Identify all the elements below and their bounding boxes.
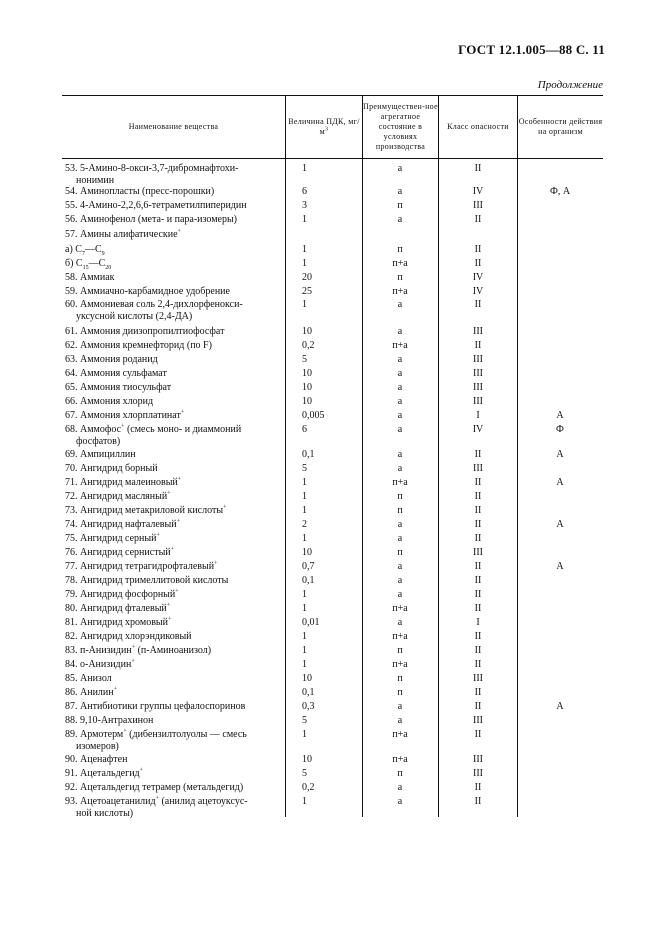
pdk-value: 25	[302, 286, 312, 297]
aggregate-state: п+а	[392, 659, 408, 670]
hazard-class: II	[474, 519, 482, 530]
superscript-mark: +	[223, 504, 227, 511]
substance-name-line: 88. 9,10-Антрахинон	[65, 715, 154, 726]
substance-name	[65, 463, 281, 475]
subscript: 7	[81, 251, 85, 257]
substance-name	[65, 449, 281, 461]
superscript-mark: +	[156, 532, 160, 539]
hazard-class: III	[473, 326, 483, 337]
pdk-value: 10	[302, 326, 312, 337]
substance-name-line: 83. п-Анизидин+ (п-Аминоанизол)	[65, 644, 212, 656]
substance-name-line: 76. Ангидрид сернистый+	[65, 546, 175, 558]
substance-name-line: 93. Ацетоацетанилид+ (анилид ацетоуксус-	[65, 795, 248, 807]
substance-name-line: 86. Анилин+	[65, 686, 118, 698]
aggregate-state: а	[397, 382, 403, 393]
pdk-value: 5	[302, 354, 307, 365]
header-pdk: Величина ПДК, $мг/м^3$	[288, 117, 360, 136]
action-features: А	[556, 701, 564, 712]
pdk-value: 1	[302, 258, 307, 269]
superscript-mark: +	[123, 728, 127, 735]
pdk-value: 1	[302, 729, 307, 740]
superscript-mark: +	[176, 518, 180, 525]
hazard-class: II	[474, 645, 482, 656]
superscript-mark: +	[131, 644, 136, 651]
substance-name-line: 55. 4-Амино-2,2,6,6-тетраметилпиперидин	[65, 200, 247, 211]
substance-name-line: 77. Ангидрид тетрагидрофталевый+	[65, 560, 218, 572]
hazard-class: III	[473, 382, 483, 393]
substance-name	[65, 410, 281, 422]
hazard-class: II	[474, 505, 482, 516]
aggregate-state: п+а	[392, 754, 408, 765]
substance-name-line: 60. Аммониевая соль 2,4-дихлорфенокси-	[65, 299, 243, 310]
hazard-class: III	[473, 673, 483, 684]
substance-name-line: 85. Анизол	[65, 673, 112, 684]
substance-name-line: 82. Ангидрид хлорэндиковый	[65, 631, 192, 642]
substance-name-line: 90. Аценафтен	[65, 754, 128, 765]
aggregate-state: а	[397, 449, 403, 460]
hazard-class: II	[474, 659, 482, 670]
hazard-class: II	[474, 589, 482, 600]
substance-name	[65, 258, 281, 270]
superscript-mark: +	[177, 228, 181, 235]
pdk-value: 10	[302, 754, 312, 765]
substance-name-continuation: нонимин	[76, 174, 115, 186]
hazard-class: II	[474, 603, 482, 614]
substance-name	[65, 603, 281, 615]
substance-name-continuation: изомеров)	[76, 740, 119, 752]
header-hazard: Класс опасности	[447, 122, 509, 131]
pdk-value: 1	[302, 505, 307, 516]
hazard-class: II	[474, 477, 482, 488]
hazard-class: II	[474, 796, 482, 807]
subscript: 9	[101, 251, 105, 257]
substance-name-line: а) $C_7—C_9$	[65, 244, 105, 257]
pdk-value: 1	[302, 477, 307, 488]
aggregate-state: а	[397, 589, 403, 600]
substance-name	[65, 796, 281, 819]
substance-name	[65, 547, 281, 559]
substance-name-line: 72. Ангидрид масляный+	[65, 490, 171, 502]
aggregate-state: п+а	[392, 631, 408, 642]
pdk-value: 0,7	[302, 561, 315, 572]
aggregate-state: а	[397, 533, 403, 544]
substance-name	[65, 505, 281, 517]
hazard-class: III	[473, 754, 483, 765]
substance-name-line: 71. Ангидрид малеиновый+	[65, 476, 182, 488]
pdk-value: 0,1	[302, 449, 315, 460]
substance-name	[65, 673, 281, 685]
substance-name-line: 91. Ацетальдегид+	[65, 767, 144, 779]
pdk-value: 1	[302, 533, 307, 544]
pdk-value: 1	[302, 299, 307, 310]
pdk-value: 6	[302, 424, 307, 435]
substance-name-line: 69. Ампициллин	[65, 449, 136, 460]
hazard-class: IV	[472, 286, 484, 297]
substance-name-continuation: фосфатов)	[76, 435, 121, 447]
aggregate-state: а	[397, 782, 403, 793]
hazard-class: I	[476, 617, 480, 628]
aggregate-state: п	[397, 244, 403, 255]
substance-name-continuation: уксусной кислоты (2,4-ДА)	[76, 310, 193, 322]
substance-name-line: 66. Аммония хлорид	[65, 396, 154, 407]
substance-name	[65, 186, 281, 198]
continuation-label: Продолжение	[537, 79, 603, 91]
header-state: Преимуществен-ное агрегатное состояние в условиях производства	[363, 102, 438, 151]
pdk-value: 10	[302, 368, 312, 379]
pdk-value: 0,1	[302, 575, 315, 586]
substance-name-line: 54. Аминопласты (пресс-порошки)	[65, 186, 215, 197]
pdk-value: 0,005	[302, 410, 325, 421]
substance-name	[65, 589, 281, 601]
aggregate-state: а	[397, 214, 403, 225]
page-header: ГОСТ 12.1.005—88 С. 11	[458, 42, 605, 57]
substance-name-line: 81. Ангидрид хромовый+	[65, 616, 172, 628]
hazard-class: II	[474, 631, 482, 642]
header-name: Наименование вещества	[128, 122, 219, 131]
aggregate-state: а	[397, 410, 403, 421]
superscript-mark: +	[180, 409, 185, 416]
aggregate-state: п	[397, 547, 403, 558]
substance-name	[65, 768, 281, 780]
substance-name-line: 79. Ангидрид фосфорный+	[65, 588, 179, 600]
superscript-mark: +	[131, 658, 135, 665]
aggregate-state: а	[397, 368, 403, 379]
aggregate-state: п+а	[392, 340, 408, 351]
substance-name-line: 65. Аммония тиосульфат	[65, 382, 172, 393]
aggregate-state: а	[397, 617, 403, 628]
substance-name-line: 57. Амины алифатические+	[65, 228, 181, 240]
substance-name	[65, 491, 281, 503]
action-features: А	[556, 477, 564, 488]
pdk-value: 10	[302, 396, 312, 407]
hazard-class: II	[474, 163, 482, 174]
aggregate-state: п+а	[392, 286, 408, 297]
hazard-class: IV	[472, 186, 484, 197]
substance-name	[65, 396, 281, 408]
substance-name-line: 92. Ацетальдегид тетрамер (метальдегид)	[65, 782, 244, 793]
pdk-value: 1	[302, 491, 307, 502]
substance-name	[65, 326, 281, 338]
hazard-class: IV	[472, 424, 484, 435]
column-divider	[517, 95, 518, 817]
substance-name	[65, 163, 281, 186]
aggregate-state: а	[397, 561, 403, 572]
substance-name	[65, 229, 281, 241]
substance-name-line: 84. о-Анизидин+	[65, 658, 135, 670]
substance-name-line: 89. Армотерм+ (дибензилтолуолы — смесь	[65, 728, 247, 740]
hazard-class: III	[473, 463, 483, 474]
action-features: А	[556, 561, 564, 572]
hazard-class: II	[474, 575, 482, 586]
pdk-value: 6	[302, 186, 307, 197]
substance-name-line: 58. Аммиак	[65, 272, 115, 283]
substance-name	[65, 631, 281, 643]
hazard-class: II	[474, 687, 482, 698]
hazard-class: II	[474, 340, 482, 351]
hazard-class: II	[474, 491, 482, 502]
superscript-mark: +	[214, 560, 218, 567]
aggregate-state: а	[397, 463, 403, 474]
hazard-class: II	[474, 449, 482, 460]
subscript: 20	[105, 265, 112, 271]
pdk-value: 1	[302, 631, 307, 642]
pdk-value: 10	[302, 673, 312, 684]
substance-name	[65, 382, 281, 394]
hazard-class: IV	[472, 272, 484, 283]
hazard-class: III	[473, 547, 483, 558]
substance-name	[65, 354, 281, 366]
substance-name-line: 62. Аммония кремнефторид (по F)	[65, 340, 212, 351]
action-features: А	[556, 449, 564, 460]
aggregate-state: а	[397, 424, 403, 435]
hazard-class: I	[476, 410, 480, 421]
aggregate-state: а	[397, 701, 403, 712]
aggregate-state: а	[397, 163, 403, 174]
superscript-mark: +	[121, 423, 125, 430]
hazard-class: III	[473, 768, 483, 779]
superscript-mark: +	[155, 795, 159, 802]
pdk-value: 1	[302, 214, 307, 225]
pdk-value: 1	[302, 163, 307, 174]
hazard-class: III	[473, 200, 483, 211]
pdk-value: 10	[302, 382, 312, 393]
substance-name	[65, 477, 281, 489]
superscript-mark: +	[167, 490, 171, 497]
pdk-value: 10	[302, 547, 312, 558]
substance-name	[65, 659, 281, 671]
substance-name	[65, 340, 281, 352]
pdk-value: 1	[302, 589, 307, 600]
substance-name-continuation: ной кислоты)	[76, 807, 134, 819]
hazard-class: III	[473, 368, 483, 379]
pdk-value: 1	[302, 603, 307, 614]
substance-name-line: 67. Аммония хлорплатинат+	[65, 409, 185, 421]
hazard-class: II	[474, 561, 482, 572]
substance-name	[65, 519, 281, 531]
superscript-mark: +	[177, 476, 182, 483]
aggregate-state: п	[397, 505, 403, 516]
pdk-value: 1	[302, 659, 307, 670]
substance-name	[65, 244, 281, 256]
action-features: Ф	[556, 424, 564, 435]
pdk-value: 0,01	[302, 617, 320, 628]
aggregate-state: п+а	[392, 603, 408, 614]
aggregate-state: п	[397, 768, 403, 779]
hazard-class: II	[474, 729, 482, 740]
column-divider	[285, 95, 286, 817]
aggregate-state: п	[397, 491, 403, 502]
table-header-rule	[62, 158, 603, 159]
hazard-class: II	[474, 214, 482, 225]
hazard-class: III	[473, 354, 483, 365]
aggregate-state: п+а	[392, 477, 408, 488]
hazard-class: II	[474, 701, 482, 712]
pdk-value: 5	[302, 715, 307, 726]
substance-name-line: 75. Ангидрид серный+	[65, 532, 160, 544]
substance-name	[65, 214, 281, 226]
aggregate-state: п	[397, 645, 403, 656]
hazard-class: II	[474, 782, 482, 793]
pdk-value: 1	[302, 645, 307, 656]
substance-name-line: 64. Аммония сульфамат	[65, 368, 167, 379]
substance-name-line: б) $C_{15}—C_{20}$	[65, 258, 112, 271]
substance-name	[65, 272, 281, 284]
pdk-value: 1	[302, 244, 307, 255]
pdk-value: 20	[302, 272, 312, 283]
aggregate-state: а	[397, 299, 403, 310]
substance-name	[65, 701, 281, 713]
hazard-class: II	[474, 244, 482, 255]
aggregate-state: п	[397, 272, 403, 283]
header-features: Особенности действия на организм	[518, 117, 603, 136]
aggregate-state: п	[397, 687, 403, 698]
substance-name-line: 59. Аммиачно-карбамидное удобрение	[65, 286, 230, 297]
aggregate-state: а	[397, 186, 403, 197]
aggregate-state: а	[397, 796, 403, 807]
substance-name	[65, 286, 281, 298]
superscript-mark: +	[166, 602, 171, 609]
substance-name	[65, 645, 281, 657]
substance-name	[65, 687, 281, 699]
action-features: А	[556, 410, 564, 421]
pdk-value: 3	[302, 200, 307, 211]
substance-name-line: 80. Ангидрид фталевый+	[65, 602, 171, 614]
substance-name-line: 68. Аммофос+ (смесь моно- и диаммоний	[65, 423, 242, 435]
substance-name	[65, 533, 281, 545]
superscript-mark: +	[113, 686, 118, 693]
action-features: А	[556, 519, 564, 530]
hazard-class: III	[473, 396, 483, 407]
aggregate-state: а	[397, 354, 403, 365]
substance-name-line: 78. Ангидрид тримеллитовой кислоты	[65, 575, 229, 586]
hazard-class: II	[474, 299, 482, 310]
substance-name	[65, 782, 281, 794]
superscript-mark: +	[175, 588, 179, 595]
aggregate-state: а	[397, 396, 403, 407]
substance-name	[65, 561, 281, 573]
substance-name-line: 87. Антибиотики группы цефалоспоринов	[65, 701, 246, 712]
substance-name	[65, 754, 281, 766]
hazard-class: III	[473, 715, 483, 726]
hazard-class: II	[474, 258, 482, 269]
substance-name-line: 74. Ангидрид нафталевый+	[65, 518, 180, 530]
pdk-value: 2	[302, 519, 307, 530]
aggregate-state: а	[397, 326, 403, 337]
subscript: 15	[82, 265, 89, 271]
substance-name	[65, 200, 281, 212]
substance-name	[65, 424, 281, 447]
hazard-class: II	[474, 533, 482, 544]
substance-name	[65, 575, 281, 587]
substance-name	[65, 299, 281, 322]
substance-name-line: 56. Аминофенол (мета- и пара-изомеры)	[65, 214, 238, 225]
aggregate-state: п	[397, 673, 403, 684]
substance-name-line: 53. 5-Амино-8-окси-3,7-дибромнафтохи-	[65, 163, 239, 174]
substance-name-line: 73. Ангидрид метакриловой кислоты+	[65, 504, 227, 516]
substance-name	[65, 617, 281, 629]
aggregate-state: а	[397, 519, 403, 530]
pdk-value: 5	[302, 768, 307, 779]
aggregate-state: а	[397, 715, 403, 726]
substance-name-line: 63. Аммония роданид	[65, 354, 158, 365]
aggregate-state: п+а	[392, 729, 408, 740]
aggregate-state: п	[397, 200, 403, 211]
pdk-value: 0,1	[302, 687, 315, 698]
aggregate-state: п+а	[392, 258, 408, 269]
pdk-value: 0,2	[302, 782, 315, 793]
pdk-value: 5	[302, 463, 307, 474]
substance-name	[65, 368, 281, 380]
superscript-mark: +	[139, 767, 144, 774]
substance-name-line: 70. Ангидрид борный	[65, 463, 158, 474]
substance-name	[65, 729, 281, 752]
pdk-value: 0,3	[302, 701, 315, 712]
superscript-mark: +	[167, 616, 172, 623]
superscript-mark: +	[170, 546, 175, 553]
substance-name-line: 61. Аммония диизопропилтиофосфат	[65, 326, 225, 337]
substance-name	[65, 715, 281, 727]
pdk-value: 0,2	[302, 340, 315, 351]
action-features: Ф, А	[549, 186, 571, 197]
aggregate-state: а	[397, 575, 403, 586]
pdk-value: 1	[302, 796, 307, 807]
